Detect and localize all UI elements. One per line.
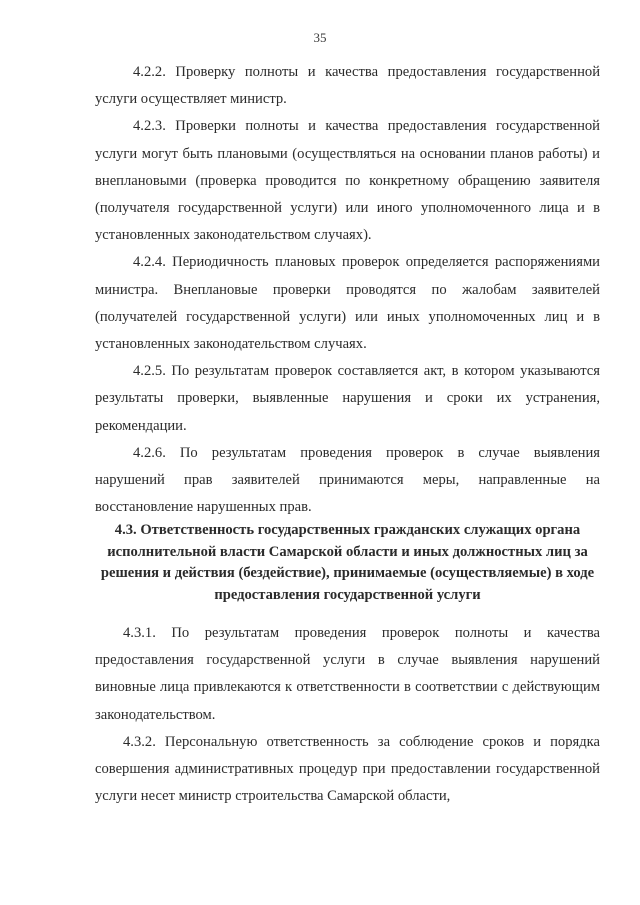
section-4-3-paragraphs bbox=[95, 620, 600, 810]
paragraph-4-2-5: 4.2.5. По результатам проверок составляется акт, в котором указываются результаты проверки, выявленные нарушения и сроки их устранения, рекомендации. bbox=[95, 363, 600, 434]
page-number: 35 bbox=[313, 30, 327, 45]
section-heading-4-3: 4.3. Ответственность государственных гражданских служащих органа исполнительной власти Самарской области и иных должностных лиц за решения и действия (бездействие), принимаемые (осуществляемые) в ходе предоставления государственной услуги bbox=[100, 522, 595, 603]
paragraph-4-2-2: 4.2.2. Проверку полноты и качества предоставления государственной услуги осуществляет министр. bbox=[95, 64, 600, 108]
paragraph-4-2-6: 4.2.6. По результатам проведения проверок в случае выявления нарушений прав заявителей принимаются меры, направленные на восстановление нарушенных прав. bbox=[95, 444, 600, 516]
paragraph-4-3-1: 4.3.1. По результатам проведения проверок полноты и качества предоставления государственной услуги в случае выявления нарушений виновные лица привлекаются к ответственности в соответствии с действующим законодательством. bbox=[95, 625, 600, 723]
paragraph-4-2-3: 4.2.3. Проверки полноты и качества предоставления государственной услуги могут быть плановыми (осуществляться на основании планов работы) и внеплановыми (проверка проводится по конкретному обращению заявителя (получателя государственной услуги) или иного уполномоченного лица и в установленных законодательством случаях). bbox=[95, 118, 600, 244]
paragraph-4-3-2: 4.3.2. Персональную ответственность за соблюдение сроков и порядка совершения административных процедур при предоставлении государственной услуги несет министр строительства Самарской области, bbox=[95, 733, 600, 805]
paragraph-4-2-4: 4.2.4. Периодичность плановых проверок определяется распоряжениями министра. Внеплановые проверки проводятся по жалобам заявителей (получателей государственной услуги) или иных уполномоченных лиц и в установленных законодательством случаях. bbox=[95, 254, 600, 353]
section-4-2-paragraphs bbox=[95, 59, 600, 521]
